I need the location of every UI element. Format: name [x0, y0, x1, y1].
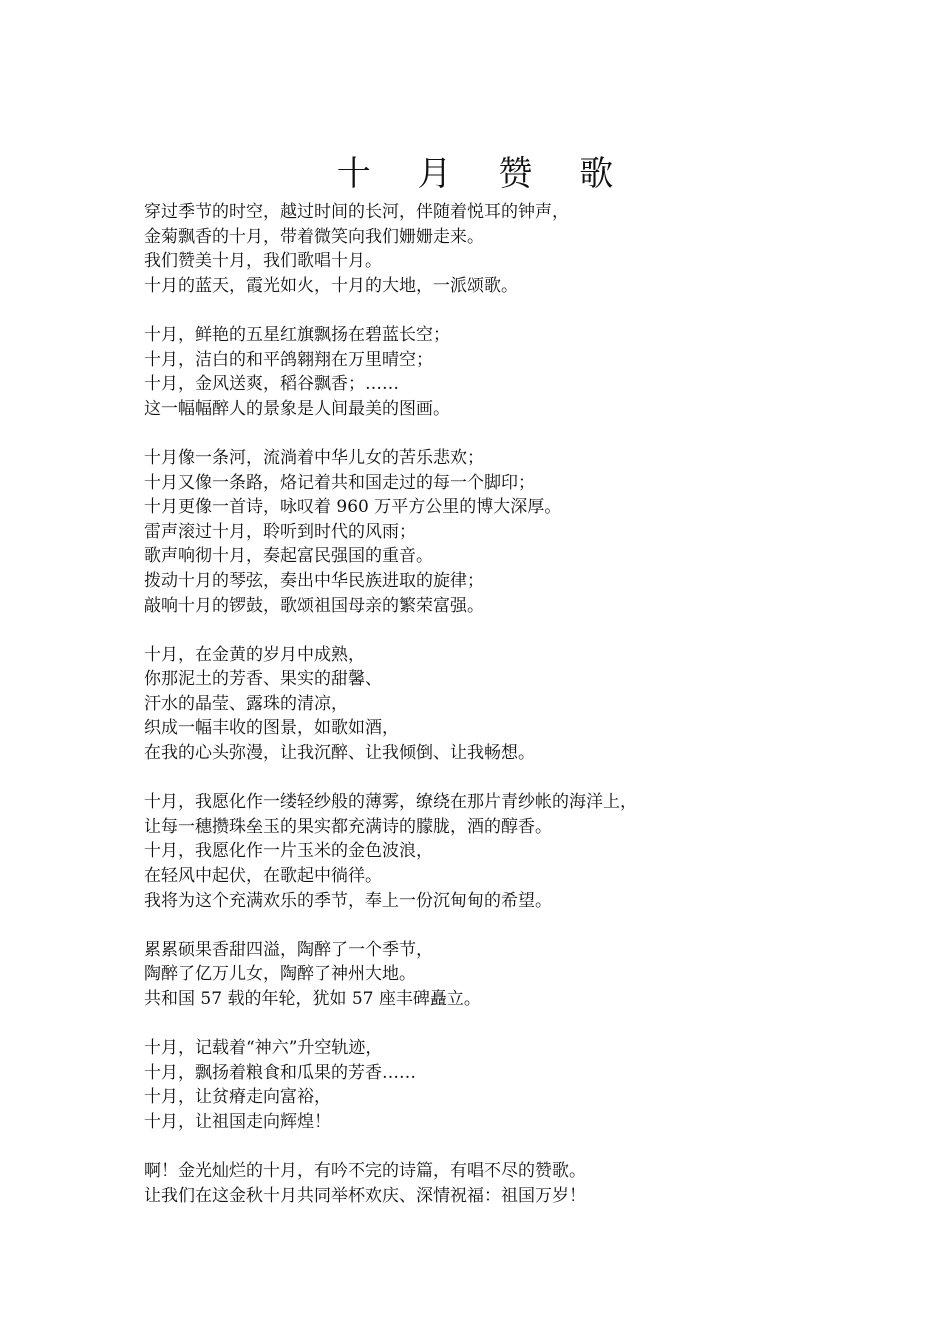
poem-line: 十月更像一首诗，咏叹着 960 万平方公里的博大深厚。 — [144, 497, 562, 518]
poem-line: 十月又像一条路，烙记着共和国走过的每一个脚印； — [144, 472, 535, 493]
stanza-gap — [144, 298, 904, 323]
poem-line: 十月，鲜艳的五星红旗飘扬在碧蓝长空； — [144, 324, 450, 345]
stanza-gap — [144, 1012, 904, 1037]
poem-line: 金菊飘香的十月，带着微笑向我们姗姗走来。 — [144, 226, 484, 247]
stanza-gap — [144, 618, 904, 643]
poem-title: 十 月 赞 歌 — [336, 154, 632, 194]
poem-line: 在我的心头弥漫，让我沉醉、让我倾倒、让我畅想。 — [144, 743, 535, 764]
poem-line: 十月，让贫瘠走向富裕， — [144, 1087, 331, 1108]
poem-line: 拨动十月的琴弦，奏出中华民族进取的旋律； — [144, 570, 484, 591]
stanza-gap — [144, 421, 904, 446]
poem-line: 歌声响彻十月，奏起富民强国的重音。 — [144, 546, 433, 567]
stanza-gap — [144, 1135, 904, 1160]
poem-line: 啊！金光灿烂的十月，有吟不完的诗篇，有唱不尽的赞歌。 — [144, 1161, 586, 1182]
poem-line: 织成一幅丰收的图景，如歌如酒， — [144, 718, 399, 739]
poem-line: 敲响十月的锣鼓，歌颂祖国母亲的繁荣富强。 — [144, 595, 484, 616]
poem-line: 我们赞美十月，我们歌唱十月。 — [144, 251, 382, 272]
poem-line: 十月，我愿化作一片玉米的金色波浪， — [144, 841, 433, 862]
poem-line: 让每一穗攒珠垒玉的果实都充满诗的朦胧，酒的醇香。 — [144, 816, 552, 837]
poem-line: 十月，飘扬着粮食和瓜果的芳香…… — [144, 1062, 416, 1083]
poem-line: 十月，我愿化作一缕轻纱般的薄雾，缭绕在那片青纱帐的海洋上， — [144, 792, 637, 813]
poem-line: 你那泥土的芳香、果实的甜馨、 — [144, 669, 382, 690]
poem-line: 累累硕果香甜四溢，陶醉了一个季节， — [144, 939, 433, 960]
poem-line: 穿过季节的时空，越过时间的长河，伴随着悦耳的钟声， — [144, 202, 569, 222]
poem-line: 十月像一条河，流淌着中华儿女的苦乐悲欢； — [144, 447, 484, 468]
poem-line: 这一幅幅醉人的景象是人间最美的图画。 — [144, 398, 450, 419]
poem-body — [144, 200, 904, 1208]
poem-line: 十月，洁白的和平鸽翱翔在万里晴空； — [144, 349, 433, 370]
poem-line: 我将为这个充满欢乐的季节，奉上一份沉甸甸的希望。 — [144, 890, 552, 911]
poem-line: 雷声滚过十月，聆听到时代的风雨； — [144, 521, 416, 542]
poem-line: 十月，让祖国走向辉煌！ — [144, 1111, 331, 1132]
poem-line: 十月，金风送爽，稻谷飘香；…… — [144, 374, 399, 395]
poem-line: 让我们在这金秋十月共同举杯欢庆、深情祝福：祖国万岁！ — [144, 1185, 586, 1206]
poem-line: 汗水的晶莹、露珠的清凉， — [144, 693, 348, 714]
poem-line: 十月，在金黄的岁月中成熟， — [144, 644, 365, 665]
poem-line: 共和国 57 载的年轮，犹如 57 座丰碑矗立。 — [144, 989, 481, 1009]
poem-line: 陶醉了亿万儿女，陶醉了神州大地。 — [144, 964, 416, 985]
stanza-gap — [144, 766, 904, 791]
stanza-gap — [144, 913, 904, 938]
poem-line: 十月，记载着“神六”升空轨迹， — [144, 1038, 383, 1059]
poem-line: 十月的蓝天，霞光如火，十月的大地，一派颂歌。 — [144, 275, 518, 296]
poem-line: 在轻风中起伏，在歌起中徜徉。 — [144, 866, 382, 887]
